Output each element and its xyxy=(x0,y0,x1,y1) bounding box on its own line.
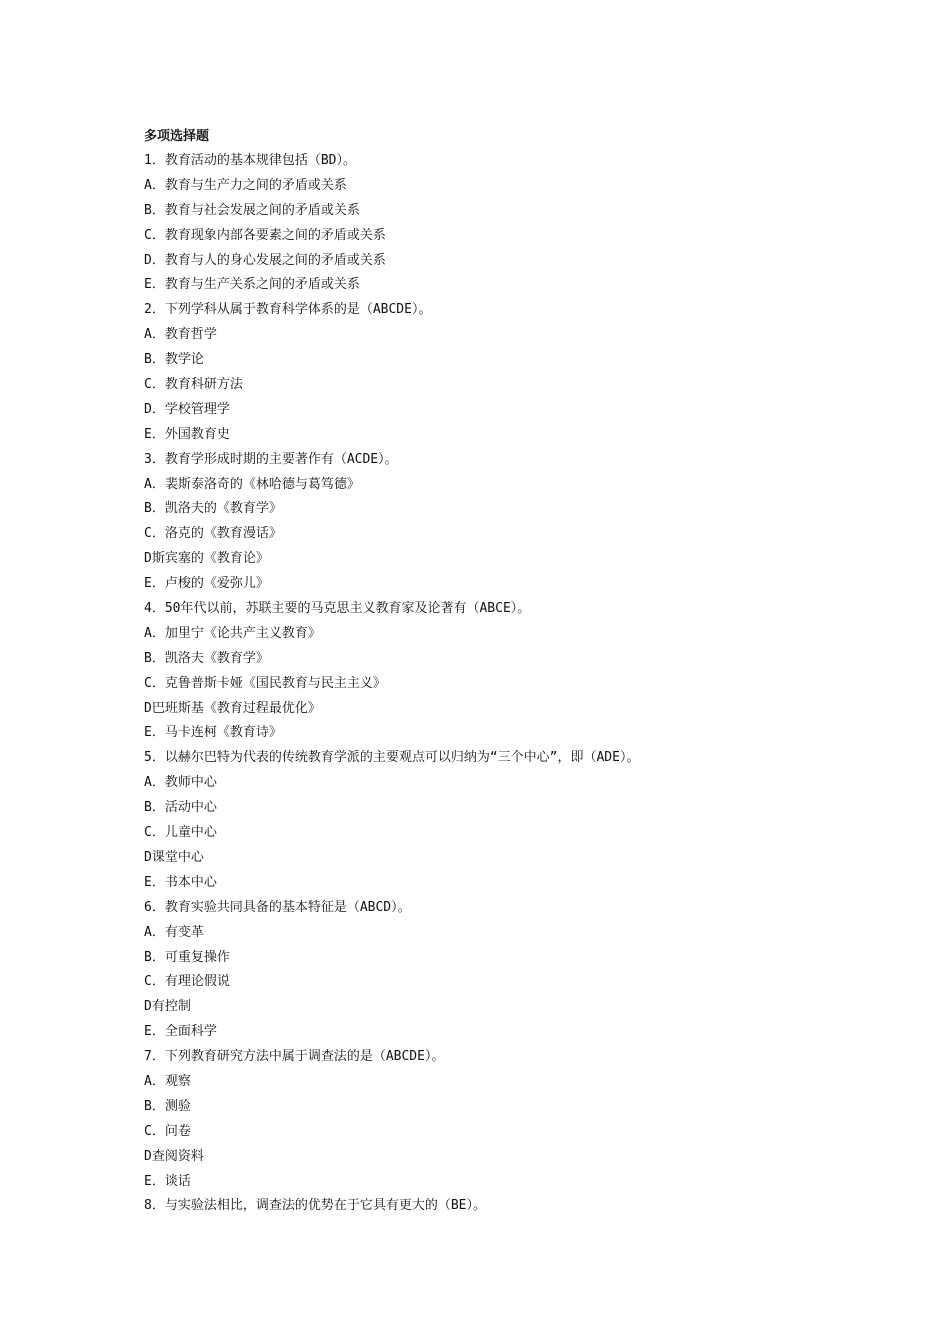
text-line: B．可重复操作 xyxy=(144,949,230,965)
text-line: C．有理论假说 xyxy=(144,974,230,990)
text-line: D．教育与人的身心发展之间的矛盾或关系 xyxy=(144,252,386,268)
text-line: B．教学论 xyxy=(144,352,204,368)
text-line: E．卢梭的《爱弥儿》 xyxy=(144,576,269,592)
text-line: E．马卡连柯《教育诗》 xyxy=(144,725,282,741)
text-line: D有控制 xyxy=(144,999,191,1015)
text-line: A．裴斯泰洛奇的《林哈德与葛笃德》 xyxy=(144,476,360,492)
text-line: C．克鲁普斯卡娅《国民教育与民主主义》 xyxy=(144,675,386,691)
text-line: 3．教育学形成时期的主要著作有（ACDE）。 xyxy=(144,451,398,467)
text-line: D查阅资料 xyxy=(144,1148,204,1164)
text-line: 8．与实验法相比，调查法的优势在于它具有更大的（BE）。 xyxy=(144,1198,486,1214)
text-line: 7．下列教育研究方法中属于调查法的是（ABCDE）。 xyxy=(144,1049,445,1065)
text-line: E．书本中心 xyxy=(144,874,217,890)
text-line: A．加里宁《论共产主义教育》 xyxy=(144,625,321,641)
text-line: A．观察 xyxy=(144,1073,191,1089)
text-line: D．学校管理学 xyxy=(144,401,230,417)
text-line: 4．50年代以前，苏联主要的马克思主义教育家及论著有（ABCE）。 xyxy=(144,601,531,617)
text-line: B．教育与社会发展之间的矛盾或关系 xyxy=(144,202,360,218)
text-line: A．教育与生产力之间的矛盾或关系 xyxy=(144,177,347,193)
text-line: C．教育现象内部各要素之间的矛盾或关系 xyxy=(144,227,386,243)
text-line: C．儿童中心 xyxy=(144,825,217,841)
text-line: E．谈话 xyxy=(144,1173,191,1189)
text-line: B．活动中心 xyxy=(144,800,217,816)
text-line: E．全面科学 xyxy=(144,1024,217,1040)
question-list xyxy=(144,149,864,1219)
text-line: C．教育科研方法 xyxy=(144,377,243,393)
text-line: 2．下列学科从属于教育科学体系的是（ABCDE）。 xyxy=(144,302,432,318)
text-line: B．测验 xyxy=(144,1098,191,1114)
text-line: D课堂中心 xyxy=(144,849,204,865)
text-line: C．问卷 xyxy=(144,1123,191,1139)
text-line: 6．教育实验共同具备的基本特征是（ABCD）。 xyxy=(144,899,411,915)
text-line: D巴班斯基《教育过程最优化》 xyxy=(144,700,321,716)
text-line: A．有变革 xyxy=(144,924,204,940)
text-line: E．外国教育史 xyxy=(144,426,230,442)
text-line: A．教育哲学 xyxy=(144,327,217,343)
text-line: D斯宾塞的《教育论》 xyxy=(144,551,269,567)
document-page xyxy=(144,124,864,1219)
text-line: B．凯洛夫《教育学》 xyxy=(144,650,269,666)
text-line: A．教师中心 xyxy=(144,775,217,791)
text-line: C．洛克的《教育漫话》 xyxy=(144,526,282,542)
section-heading: 多项选择题 xyxy=(144,129,210,144)
text-line: E．教育与生产关系之间的矛盾或关系 xyxy=(144,277,360,293)
text-line: B．凯洛夫的《教育学》 xyxy=(144,501,282,517)
text-line: 1．教育活动的基本规律包括（BD）。 xyxy=(144,153,356,168)
text-line: 5．以赫尔巴特为代表的传统教育学派的主要观点可以归纳为“三个中心”，即（ADE）。 xyxy=(144,750,640,766)
